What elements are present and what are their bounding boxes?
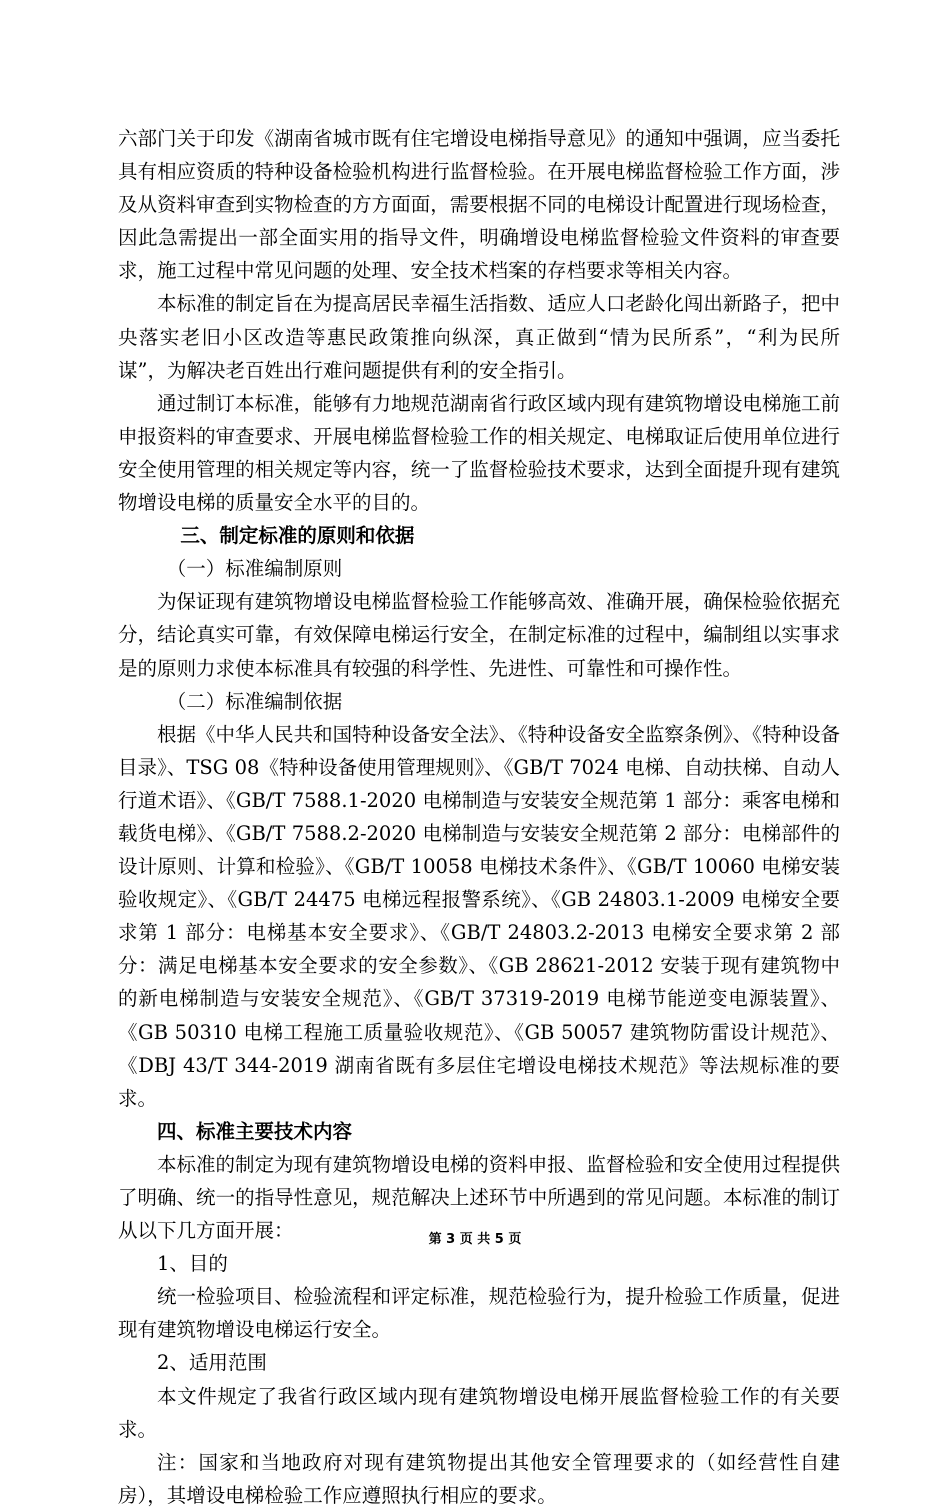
paragraph-purpose: 本标准的制定旨在为提高居民幸福生活指数、适应人口老龄化闯出新路子，把中央落实老旧小区改造等惠民政策推向纵深，真正做到“情为民所系”，“利为民所谋”，为解决老百姓出行难问题提供有利的安全指引。 (118, 292, 840, 382)
paragraph-note: 注：国家和当地政府对现有建筑物提出其他安全管理要求的（如经营性自建房），其增设电梯检验工作应遵照执行相应的要求。 (118, 1450, 840, 1507)
document-body (118, 122, 840, 1512)
paragraph-principles: 为保证现有建筑物增设电梯监督检验工作能够高效、准确开展，确保检验依据充分，结论真实可靠，有效保障电梯运行安全，在制定标准的过程中，编制组以实事求是的原则力求使本标准具有较强的科学性、先进性、可靠性和可操作性。 (118, 590, 840, 680)
section-heading-principles: 三、制定标准的原则和依据 (180, 524, 415, 548)
item-heading-goal: 1、目的 (157, 1252, 228, 1276)
paragraph-technical-intro: 本标准的制定为现有建筑物增设电梯的资料申报、监督检验和安全使用过程提供了明确、统一的指导性意见，规范解决上述环节中所遇到的常见问题。本标准的制订从以下几方面开展： (118, 1152, 840, 1243)
paragraph-continuation: 六部门关于印发《湖南省城市既有住宅增设电梯指导意见》的通知中强调，应当委托具有相应资质的特种设备检验机构进行监督检验。在开展电梯监督检验工作方面，涉及从资料审查到实物检查的方方面面，需要根据不同的电梯设计配置进行现场检查，因此急需提出一部全面实用的指导文件，明确增设电梯监督检验文件资料的审查要求，施工过程中常见问题的处理、安全技术档案的存档要求等相关内容。 (118, 127, 840, 283)
section-heading-technical-content: 四、标准主要技术内容 (157, 1119, 353, 1143)
page-number-footer: 第 3 页 共 5 页 (428, 1232, 522, 1247)
subheading-principles: （一）标准编制原则 (166, 557, 343, 581)
subheading-basis: （二）标准编制依据 (166, 689, 343, 713)
paragraph-goal: 统一检验项目、检验流程和评定标准，规范检验行为，提升检验工作质量，促进现有建筑物增设电梯运行安全。 (118, 1285, 840, 1342)
paragraph-basis: 根据《中华人民共和国特种设备安全法》、《特种设备安全监察条例》、《特种设备目录》、TSG 08《特种设备使用管理规则》、《GB/T 7024 电梯、自动扶梯、自动人行道术语》、《GB/T 7588.1-2020 电梯制造与安装安全规范第 1 部分：乘客电梯和载货电梯》、《GB/T 7588.2-2020 电梯制造与安装安全规范第 2 部分：电梯部件的设计原则、计算和检验》、《GB/T 10058 电梯技术条件》、《GB/T 10060 电梯安装验收规定》、《GB/T 24475 电梯远程报警系统》、《GB 24803.1-2009 电梯安全要求第 1 部分：电梯基本安全要求》、《GB/T 24803.2-2013 电梯安全要求第 2 部分：满足电梯基本安全要求的安全参数》、《GB 28621-2012 安装于现有建筑物中的新电梯制造与安装安全规范》、《GB/T 37319-2019 电梯节能逆变电源装置》、《GB 50310 电梯工程施工质量验收规范》、《GB 50057 建筑物防雷设计规范》、《DBJ 43/T 344-2019 湖南省既有多层住宅增设电梯技术规范》等法规标准的要求。 (118, 722, 840, 1110)
paragraph-significance: 通过制订本标准，能够有力地规范湖南省行政区域内现有建筑物增设电梯施工前申报资料的审查要求、开展电梯监督检验工作的相关规定、电梯取证后使用单位进行安全使用管理的相关规定等内容，统一了监督检验技术要求，达到全面提升现有建筑物增设电梯的质量安全水平的目的。 (118, 391, 840, 515)
item-heading-scope: 2、适用范围 (157, 1351, 267, 1375)
paragraph-scope: 本文件规定了我省行政区域内现有建筑物增设电梯开展监督检验工作的有关要求。 (118, 1384, 840, 1441)
